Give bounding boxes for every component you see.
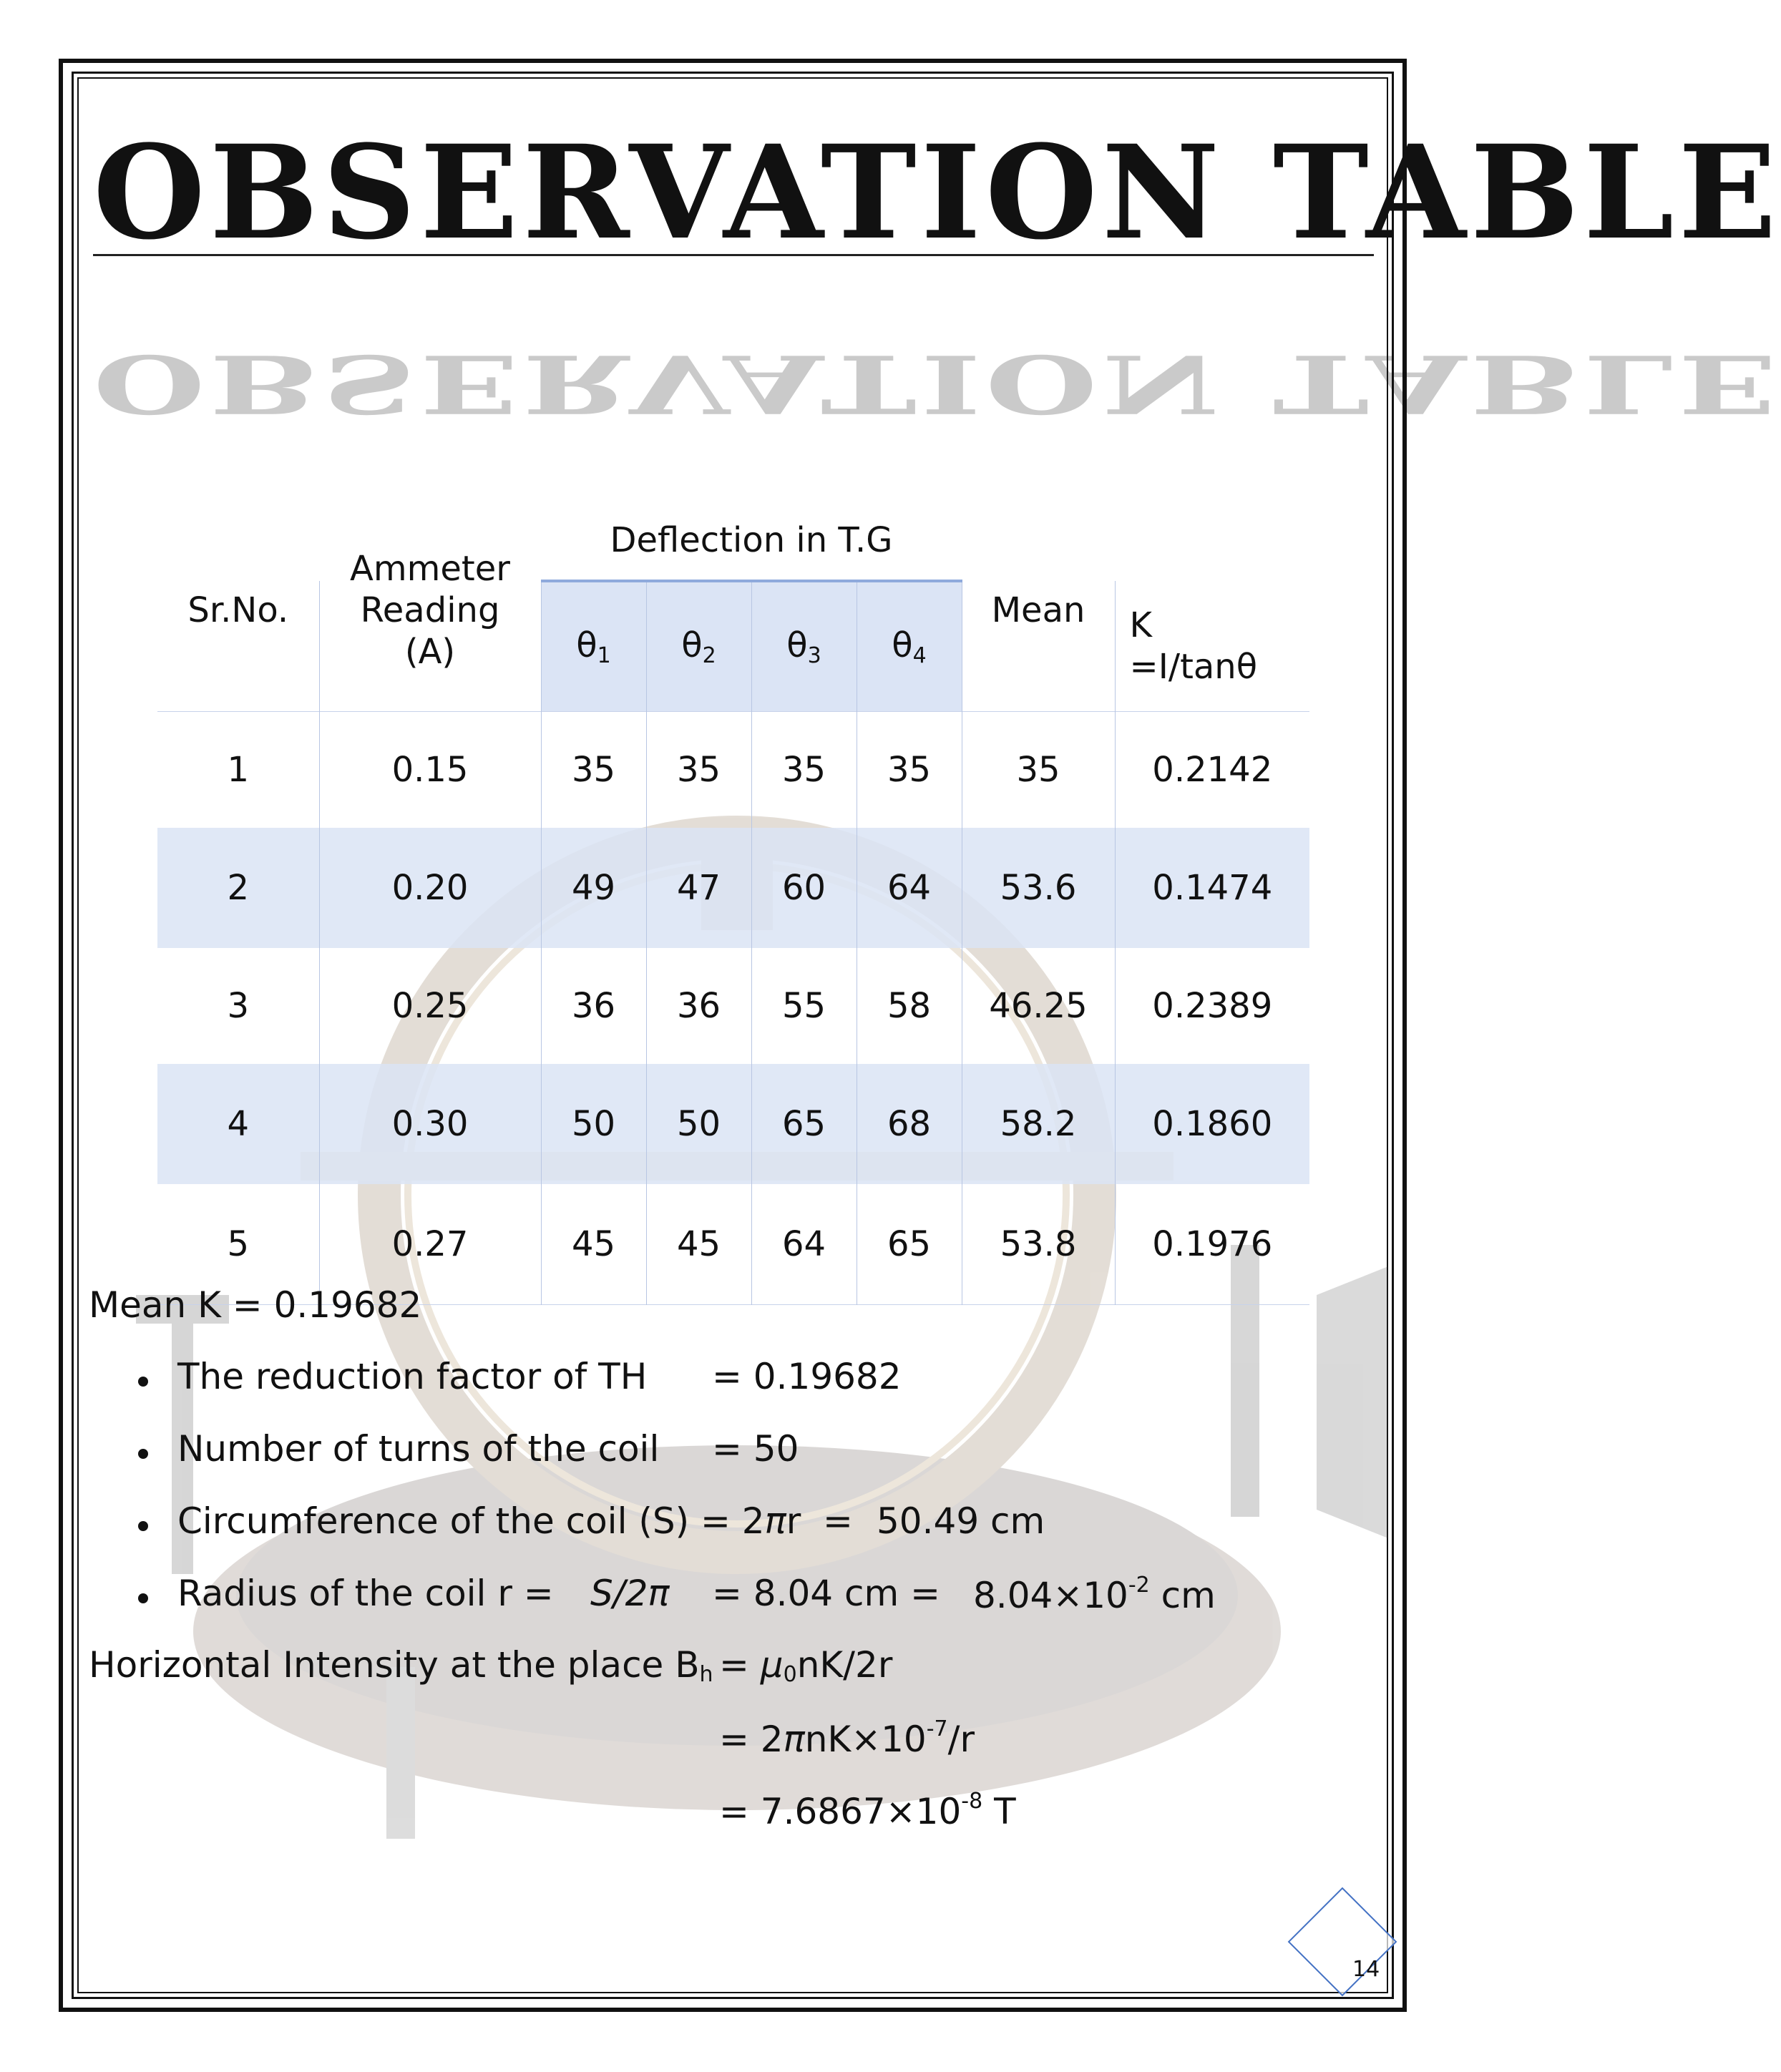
radius-equals: = 8.04 cm =	[712, 1573, 940, 1614]
theta-subscript: 2	[702, 643, 716, 668]
eq1-prefix: =	[719, 1644, 761, 1686]
cell-theta4: 58	[857, 948, 962, 1064]
cell-k: 0.1976	[1152, 1224, 1273, 1264]
equation-line-1	[719, 1644, 892, 1687]
mean-k-label: Mean K =	[89, 1284, 274, 1326]
cell-theta3: 55	[751, 948, 857, 1064]
radius-unit: cm	[1149, 1575, 1216, 1616]
cell-mean: 35	[962, 712, 1115, 829]
cell-sr: 2	[157, 828, 319, 948]
header-k	[1115, 581, 1309, 712]
cell-sr: 1	[157, 712, 319, 829]
deflection-group-header: Deflection in T.G	[541, 501, 962, 581]
bullet-dot	[138, 1521, 148, 1531]
cell-theta3: 65	[751, 1064, 857, 1184]
eq2-suffix: /r	[947, 1719, 975, 1760]
eq2-mid: nK×10	[804, 1719, 927, 1760]
header-spacer	[1115, 501, 1309, 581]
cell-k: 0.2389	[1152, 986, 1273, 1026]
cell-theta1: 36	[541, 948, 646, 1064]
radius-label: Radius of the coil r =	[177, 1573, 554, 1614]
equation-line-3	[719, 1789, 1016, 1832]
header-mean: Mean	[962, 545, 1115, 676]
title-underline	[93, 254, 1374, 256]
cell-mean: 53.8	[962, 1184, 1115, 1305]
reduction-factor-value: 0.19682	[753, 1356, 902, 1397]
cell-mean: 46.25	[962, 948, 1115, 1064]
cell-theta3: 35	[751, 712, 857, 829]
mu-symbol: μ	[760, 1644, 784, 1686]
radius-symbol: r	[786, 1500, 801, 1542]
cell-theta1: 45	[541, 1184, 646, 1305]
table-row	[157, 828, 1309, 948]
cell-theta3: 64	[751, 1184, 857, 1305]
cell-theta3: 60	[751, 828, 857, 948]
page-number: 14	[1352, 1957, 1380, 1982]
eq3-suffix: T	[982, 1791, 1016, 1832]
cell-mean: 53.6	[962, 828, 1115, 948]
cell-theta2: 45	[646, 1184, 751, 1305]
reduction-factor-value-line	[712, 1356, 902, 1397]
cell-ammeter: 0.15	[319, 712, 541, 829]
cell-k: 0.1860	[1115, 1064, 1309, 1184]
cell-theta4: 65	[857, 1184, 962, 1305]
cell-k: 0.1474	[1115, 828, 1309, 948]
horizontal-intensity-label: Horizontal Intensity at the place B	[89, 1644, 700, 1686]
cell-ammeter: 0.27	[319, 1184, 541, 1305]
cell-theta4: 35	[857, 712, 962, 829]
header-sr-no: Sr.No.	[157, 545, 319, 676]
cell-theta1: 35	[541, 712, 646, 829]
header-ammeter-line2: Reading	[360, 590, 500, 630]
radius-value-line	[973, 1573, 1216, 1616]
radius-formula: S/2π	[590, 1573, 670, 1614]
header-k-line1: K	[1129, 605, 1152, 645]
header-ammeter-line1: Ammeter	[350, 549, 510, 589]
turns-value-line	[712, 1428, 799, 1470]
turns-label: Number of turns of the coil	[177, 1428, 660, 1470]
header-theta-3	[751, 581, 857, 712]
equals-sign: =	[712, 1356, 753, 1397]
observation-table	[157, 501, 1309, 1305]
cell-theta1: 49	[541, 828, 646, 948]
horizontal-intensity-subscript: h	[699, 1662, 713, 1687]
cell-theta2: 35	[646, 712, 751, 829]
equation-line-2	[719, 1716, 975, 1760]
theta-subscript: 4	[912, 643, 927, 668]
eq3-prefix: = 7.6867×10	[719, 1791, 962, 1832]
theta-symbol: θ	[892, 625, 913, 665]
bullet-dot	[138, 1377, 148, 1387]
header-theta-1	[541, 581, 646, 712]
cell-mean: 58.2	[962, 1064, 1115, 1184]
cell-sr: 5	[157, 1184, 319, 1305]
cell-sr: 3	[157, 948, 319, 1064]
eq2-prefix: = 2	[719, 1719, 784, 1760]
table-row	[157, 948, 1309, 1064]
cell-ammeter: 0.30	[319, 1064, 541, 1184]
table-row	[157, 712, 1309, 829]
reduction-factor-label: The reduction factor of TH	[177, 1356, 648, 1397]
page-title-reflection: OBSERVATION TABLE	[93, 336, 1781, 431]
bullet-dot	[138, 1449, 148, 1459]
circumference-line	[177, 1500, 801, 1542]
pi-symbol: π	[783, 1719, 805, 1760]
bullet-dot	[138, 1593, 148, 1603]
cell-ammeter: 0.25	[319, 948, 541, 1064]
cell-ammeter: 0.20	[319, 828, 541, 948]
cell-sr: 4	[157, 1064, 319, 1184]
pi-symbol: π	[764, 1500, 786, 1542]
cell-theta2: 47	[646, 828, 751, 948]
cell-theta2: 50	[646, 1064, 751, 1184]
header-theta-2	[646, 581, 751, 712]
mu-subscript: 0	[783, 1662, 797, 1687]
theta-symbol: θ	[786, 625, 808, 665]
circumference-value: 50.49 cm	[877, 1500, 1045, 1542]
horizontal-intensity-label-line	[89, 1644, 713, 1687]
theta-subscript: 1	[597, 643, 611, 668]
cell-theta4: 68	[857, 1064, 962, 1184]
header-k-line2: =I/tanθ	[1129, 647, 1258, 687]
cell-theta1: 50	[541, 1064, 646, 1184]
radius-exponent: -2	[1128, 1573, 1150, 1598]
circumference-equals: =	[823, 1500, 853, 1542]
mean-k-value: 0.19682	[273, 1284, 422, 1326]
turns-value: 50	[753, 1428, 799, 1470]
radius-value: 8.04×10	[973, 1575, 1128, 1616]
theta-symbol: θ	[681, 625, 703, 665]
eq2-exponent: -7	[926, 1716, 948, 1741]
cell-theta4: 64	[857, 828, 962, 948]
header-ammeter-reading	[319, 545, 541, 676]
cell-k: 0.2142	[1152, 750, 1273, 790]
eq1-suffix: nK/2r	[796, 1644, 893, 1686]
circumference-label: Circumference of the coil (S) = 2	[177, 1500, 765, 1542]
theta-symbol: θ	[576, 625, 597, 665]
mean-k-line	[89, 1284, 421, 1326]
header-theta-4	[857, 581, 962, 712]
eq3-exponent: -8	[961, 1789, 983, 1814]
theta-subscript: 3	[807, 643, 821, 668]
page-title: OBSERVATION TABLE	[93, 117, 1781, 268]
equals-sign: =	[712, 1428, 753, 1470]
cell-theta2: 36	[646, 948, 751, 1064]
table-row	[157, 1064, 1309, 1184]
header-ammeter-line3: (A)	[404, 632, 456, 672]
